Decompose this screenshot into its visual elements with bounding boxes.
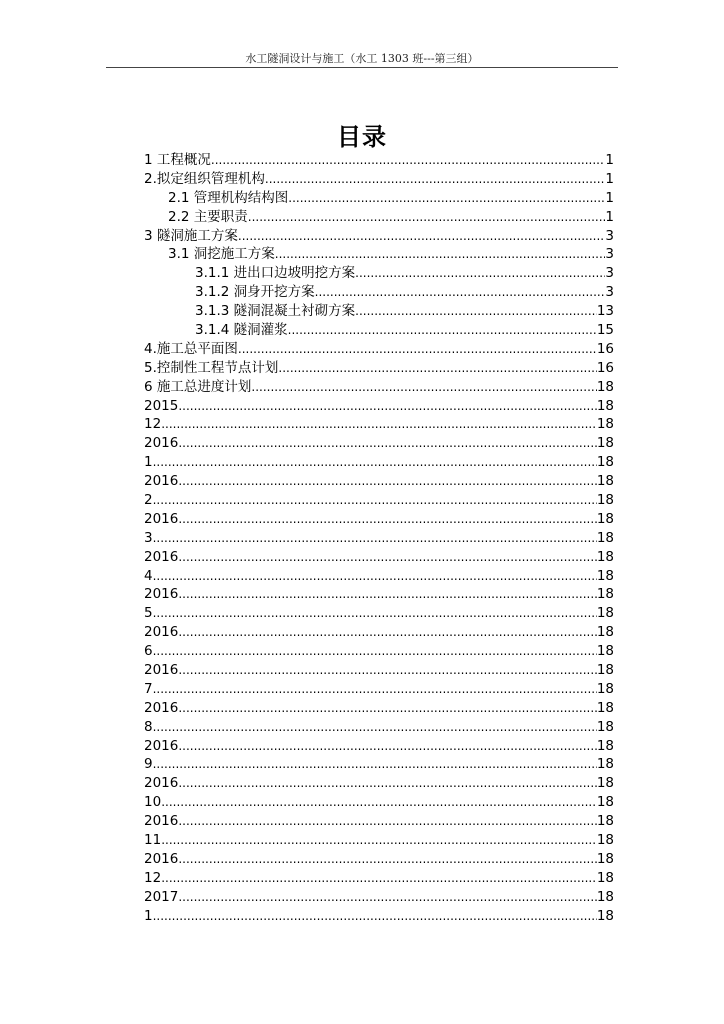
toc-entry[interactable] (144, 359, 614, 378)
toc-entry-text: 7 (144, 680, 153, 697)
toc-entry[interactable] (144, 548, 614, 567)
toc-page-number: 15 (596, 322, 614, 338)
toc-entry[interactable] (144, 170, 614, 189)
toc-dot-leader (251, 378, 596, 397)
toc-page-number: 1 (605, 151, 614, 168)
toc-page-number: 18 (596, 510, 614, 527)
toc-dot-leader (153, 907, 597, 926)
toc-dot-leader (178, 548, 596, 567)
toc-page-number: 18 (596, 813, 614, 830)
toc-dot-leader (161, 415, 597, 434)
toc-dot-leader (178, 510, 596, 529)
table-of-contents (144, 151, 614, 926)
toc-entry-text: 2016 (144, 850, 179, 867)
toc-page-number: 13 (596, 303, 614, 320)
toc-entry[interactable] (144, 623, 614, 642)
toc-entry-text: 4 (144, 567, 153, 584)
toc-entry-text: 2.1 管理机构结构图 (168, 189, 289, 206)
toc-entry[interactable] (144, 472, 614, 491)
toc-dot-leader (178, 774, 596, 793)
toc-entry[interactable] (144, 567, 614, 586)
toc-entry[interactable] (144, 415, 614, 434)
toc-page-number: 18 (596, 869, 614, 886)
toc-entry[interactable] (144, 737, 614, 756)
toc-dot-leader (178, 888, 596, 907)
toc-entry[interactable] (144, 642, 614, 661)
page-header: 水工隧洞设计与施工（水工 1303 班---第三组） (245, 52, 479, 65)
toc-dot-leader (153, 491, 597, 510)
toc-entry-text: 1 (144, 454, 153, 471)
toc-page-number: 18 (596, 643, 614, 660)
toc-entry-text: 2016 (144, 510, 179, 527)
toc-dot-leader (178, 434, 596, 453)
toc-page-number: 18 (596, 775, 614, 792)
toc-entry-text: 1 (144, 907, 153, 924)
toc-entry-text: 3.1.3 隧洞混凝土衬砌方案 (195, 303, 356, 320)
toc-page-number: 18 (596, 624, 614, 641)
toc-dot-leader (161, 793, 597, 812)
toc-entry-text: 5.控制性工程节点计划 (144, 359, 279, 376)
toc-page-number: 18 (596, 850, 614, 867)
toc-entry-text: 2 (144, 492, 153, 509)
toc-dot-leader (278, 359, 596, 378)
toc-page-number: 3 (605, 284, 614, 301)
toc-entry[interactable] (144, 453, 614, 472)
toc-entry-text: 2016 (144, 435, 179, 452)
toc-entry-text: 2016 (144, 624, 179, 641)
toc-dot-leader (178, 661, 596, 680)
toc-page-number: 3 (605, 265, 614, 282)
toc-entry-text: 6 (144, 643, 153, 660)
toc-page-number: 18 (596, 832, 614, 849)
toc-entry[interactable] (144, 397, 614, 416)
toc-dot-leader (238, 227, 606, 246)
toc-page-number: 18 (596, 605, 614, 622)
toc-entry[interactable] (144, 283, 614, 302)
toc-entry[interactable] (144, 245, 614, 264)
toc-dot-leader (178, 623, 596, 642)
toc-entry[interactable] (144, 529, 614, 548)
toc-dot-leader (288, 321, 597, 340)
toc-entry-text: 2016 (144, 662, 179, 679)
toc-entry-text: 6 施工总进度计划 (144, 378, 252, 395)
toc-page-number: 16 (596, 340, 614, 357)
toc-dot-leader (355, 302, 597, 321)
toc-dot-leader (265, 170, 606, 189)
toc-entry[interactable] (144, 774, 614, 793)
toc-page-number: 1 (605, 208, 614, 225)
toc-dot-leader (275, 245, 606, 264)
toc-entry-text: 12 (144, 416, 162, 433)
toc-entry[interactable] (144, 510, 614, 529)
toc-dot-leader (178, 850, 596, 869)
toc-entry-text: 10 (144, 794, 162, 811)
toc-page-number: 3 (605, 227, 614, 244)
toc-page-number: 18 (596, 756, 614, 773)
toc-entry[interactable] (144, 302, 614, 321)
toc-dot-leader (153, 604, 597, 623)
toc-entry[interactable] (144, 151, 614, 170)
toc-page-number: 1 (605, 189, 614, 206)
toc-entry-text: 9 (144, 756, 153, 773)
toc-dot-leader (248, 208, 606, 227)
toc-dot-leader (161, 831, 597, 850)
toc-page-number: 18 (596, 794, 614, 811)
toc-page-number: 3 (605, 246, 614, 263)
toc-entry-text: 2016 (144, 737, 179, 754)
toc-entry-text: 3.1.1 进出口边坡明挖方案 (195, 265, 356, 282)
toc-entry-text: 3.1.4 隧洞灌浆 (195, 322, 288, 338)
toc-dot-leader (153, 756, 597, 775)
toc-page-number: 18 (596, 492, 614, 509)
toc-dot-leader (211, 151, 606, 170)
toc-entry[interactable] (144, 491, 614, 510)
toc-entry-text: 3.1 洞挖施工方案 (168, 246, 275, 263)
toc-dot-leader (178, 699, 596, 718)
toc-dot-leader (153, 453, 597, 472)
toc-page-number: 18 (596, 454, 614, 471)
toc-entry[interactable] (144, 227, 614, 246)
toc-entry-text: 4.施工总平面图 (144, 340, 238, 357)
toc-dot-leader (288, 189, 605, 208)
toc-entry[interactable] (144, 793, 614, 812)
toc-dot-leader (178, 812, 596, 831)
toc-page-number: 16 (596, 359, 614, 376)
toc-entry[interactable] (144, 831, 614, 850)
toc-entry[interactable] (144, 718, 614, 737)
toc-entry-text: 8 (144, 718, 153, 735)
toc-entry[interactable] (144, 699, 614, 718)
toc-entry[interactable] (144, 907, 614, 926)
toc-dot-leader (355, 264, 605, 283)
toc-entry-text: 12 (144, 869, 162, 886)
toc-page-number: 18 (596, 567, 614, 584)
toc-entry[interactable] (144, 850, 614, 869)
toc-entry[interactable] (144, 434, 614, 453)
toc-entry[interactable] (144, 321, 614, 340)
toc-page-number: 18 (596, 737, 614, 754)
toc-dot-leader (178, 737, 596, 756)
toc-page-number: 18 (596, 888, 614, 905)
toc-entry[interactable] (144, 208, 614, 227)
toc-page-number: 18 (596, 473, 614, 490)
toc-dot-leader (315, 283, 606, 302)
toc-entry[interactable] (144, 756, 614, 775)
toc-entry[interactable] (144, 661, 614, 680)
toc-page-number: 18 (596, 586, 614, 603)
toc-dot-leader (153, 567, 597, 586)
toc-entry-text: 2.拟定组织管理机构 (144, 170, 265, 187)
toc-entry[interactable] (144, 378, 614, 397)
toc-entry[interactable] (144, 264, 614, 283)
toc-entry[interactable] (144, 585, 614, 604)
toc-dot-leader (178, 472, 596, 491)
toc-page-number: 18 (596, 529, 614, 546)
toc-entry-text: 2016 (144, 775, 179, 792)
toc-entry-text: 3 隧洞施工方案 (144, 227, 238, 244)
toc-entry-text: 11 (144, 832, 162, 849)
toc-entry[interactable] (144, 888, 614, 907)
toc-entry[interactable] (144, 869, 614, 888)
toc-page-number: 18 (596, 416, 614, 433)
toc-entry-text: 2016 (144, 813, 179, 830)
toc-page-number: 1 (605, 170, 614, 187)
toc-entry-text: 5 (144, 605, 153, 622)
toc-page-number: 18 (596, 397, 614, 414)
toc-entry-text: 2016 (144, 548, 179, 565)
toc-page-number: 18 (596, 548, 614, 565)
toc-dot-leader (153, 529, 597, 548)
toc-page-number: 18 (596, 662, 614, 679)
toc-entry-text: 3 (144, 529, 153, 546)
toc-entry[interactable] (144, 189, 614, 208)
toc-entry[interactable] (144, 812, 614, 831)
toc-entry-text: 2015 (144, 397, 179, 414)
toc-entry-text: 2017 (144, 888, 179, 905)
toc-title: 目录 (337, 122, 387, 151)
toc-page-number: 18 (596, 699, 614, 716)
toc-page-number: 18 (596, 907, 614, 924)
toc-page-number: 18 (596, 680, 614, 697)
toc-entry[interactable] (144, 680, 614, 699)
toc-dot-leader (153, 680, 597, 699)
toc-dot-leader (238, 340, 597, 359)
toc-entry-text: 2016 (144, 699, 179, 716)
toc-entry-text: 2.2 主要职责 (168, 208, 248, 225)
toc-page-number: 18 (596, 378, 614, 395)
toc-entry[interactable] (144, 340, 614, 359)
toc-dot-leader (161, 869, 597, 888)
toc-dot-leader (153, 642, 597, 661)
header-rule (106, 67, 618, 68)
toc-entry-text: 2016 (144, 586, 179, 603)
toc-page-number: 18 (596, 435, 614, 452)
toc-entry[interactable] (144, 604, 614, 623)
toc-dot-leader (178, 585, 596, 604)
toc-dot-leader (153, 718, 597, 737)
toc-entry-text: 3.1.2 洞身开挖方案 (195, 284, 315, 301)
toc-dot-leader (178, 397, 596, 416)
toc-entry-text: 2016 (144, 473, 179, 490)
toc-page-number: 18 (596, 718, 614, 735)
toc-entry-text: 1 工程概况 (144, 151, 211, 168)
